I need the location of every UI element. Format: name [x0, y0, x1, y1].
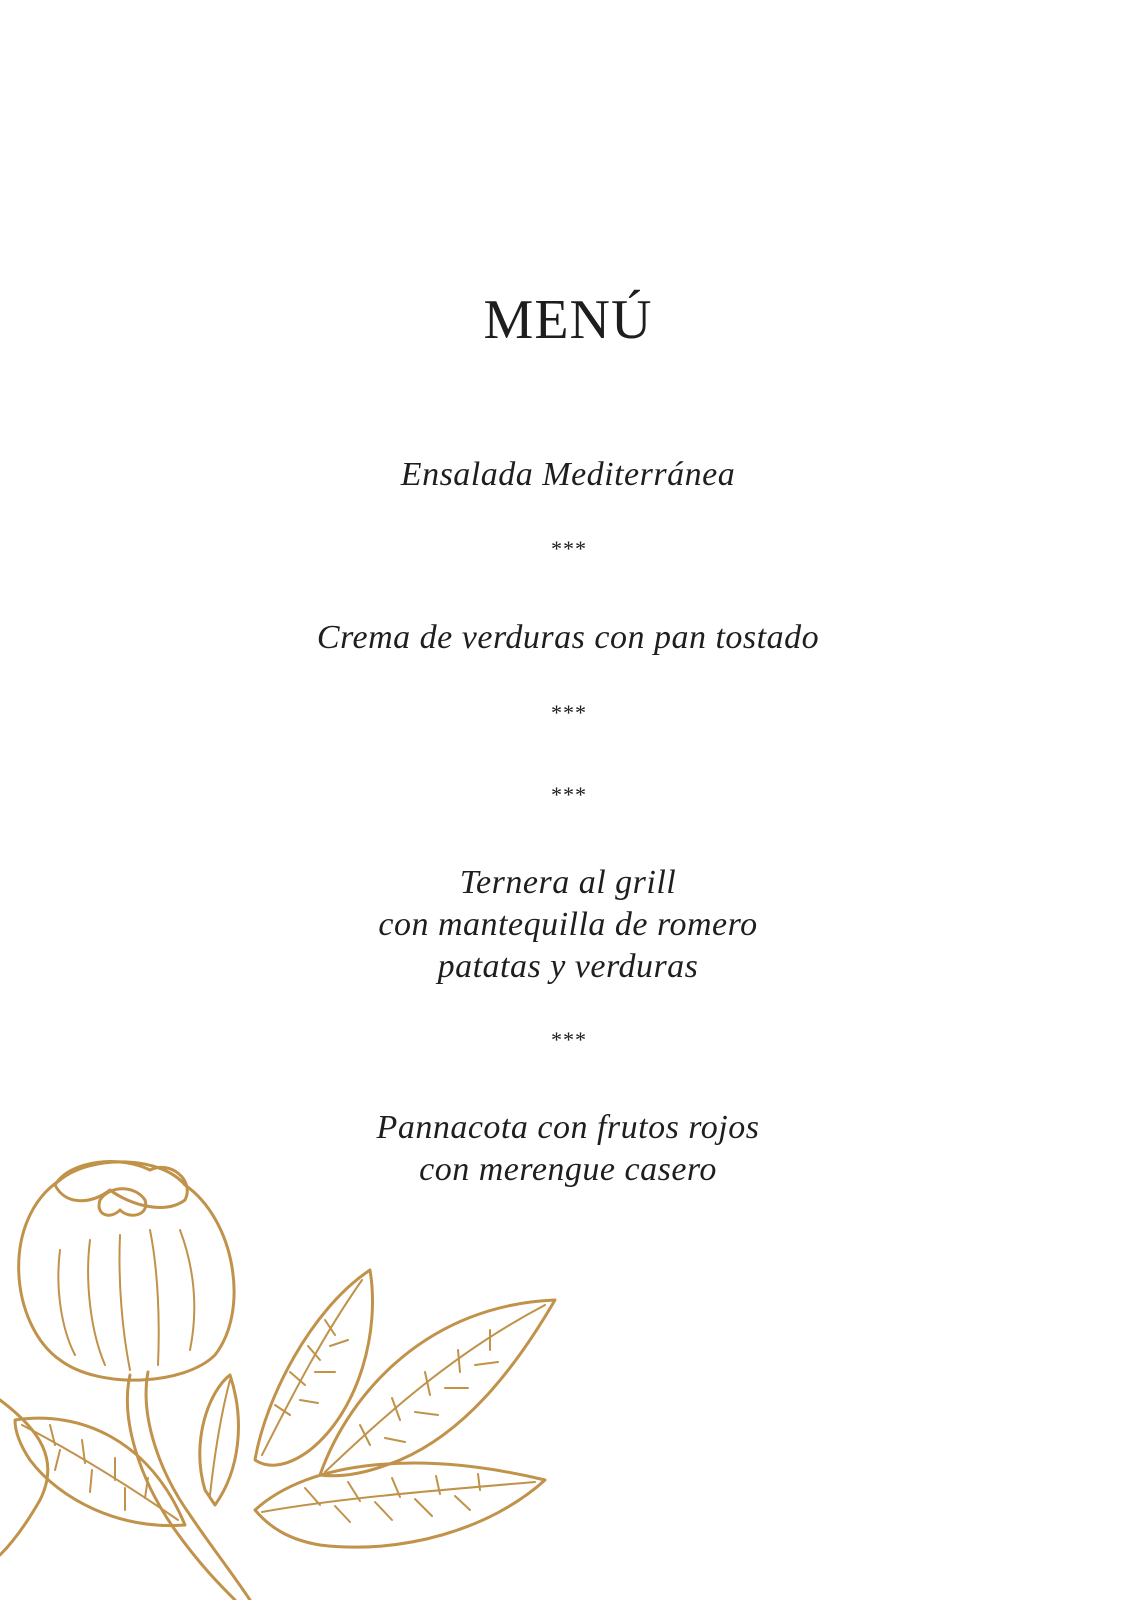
course-starter	[0, 454, 1136, 496]
course-line: Pannacota con frutos rojos	[376, 1109, 760, 1146]
course-line: con merengue casero	[419, 1151, 717, 1188]
course-soup	[0, 617, 1136, 659]
leaf-lower-left	[0, 1400, 48, 1555]
separator: ***	[550, 700, 586, 725]
course-line: Crema de verduras con pan tostado	[316, 619, 820, 656]
separator: ***	[550, 1027, 586, 1052]
separator: ***	[550, 782, 586, 807]
course-line: patatas y verduras	[437, 948, 699, 985]
leaf-vein	[262, 1482, 535, 1512]
leaf-small	[200, 1375, 239, 1505]
tulip-vein	[119, 1235, 130, 1370]
course-line: Ternera al grill	[459, 864, 677, 901]
tulip-stem	[127, 1375, 235, 1600]
tulip-vein	[150, 1230, 159, 1365]
tulip-vein	[88, 1240, 105, 1365]
tulip-line-drawing-icon	[0, 1160, 580, 1600]
tulip-stem	[146, 1372, 250, 1600]
menu-title: MENÚ	[483, 289, 653, 351]
tulip-petal-top	[55, 1162, 187, 1208]
leaf-vein	[275, 1320, 348, 1415]
tulip-vein	[180, 1230, 194, 1350]
course-line: con mantequilla de romero	[378, 906, 758, 943]
leaf-vein	[325, 1305, 545, 1472]
course-line: Ensalada Mediterránea	[400, 456, 736, 493]
leaf-vein	[360, 1330, 498, 1445]
course-main	[0, 862, 1136, 988]
leaf-vein	[262, 1280, 362, 1455]
tulip-vein	[58, 1250, 75, 1355]
tulip-petal-inner	[99, 1189, 146, 1215]
leaf-vein	[305, 1474, 480, 1522]
separator: ***	[550, 536, 586, 561]
